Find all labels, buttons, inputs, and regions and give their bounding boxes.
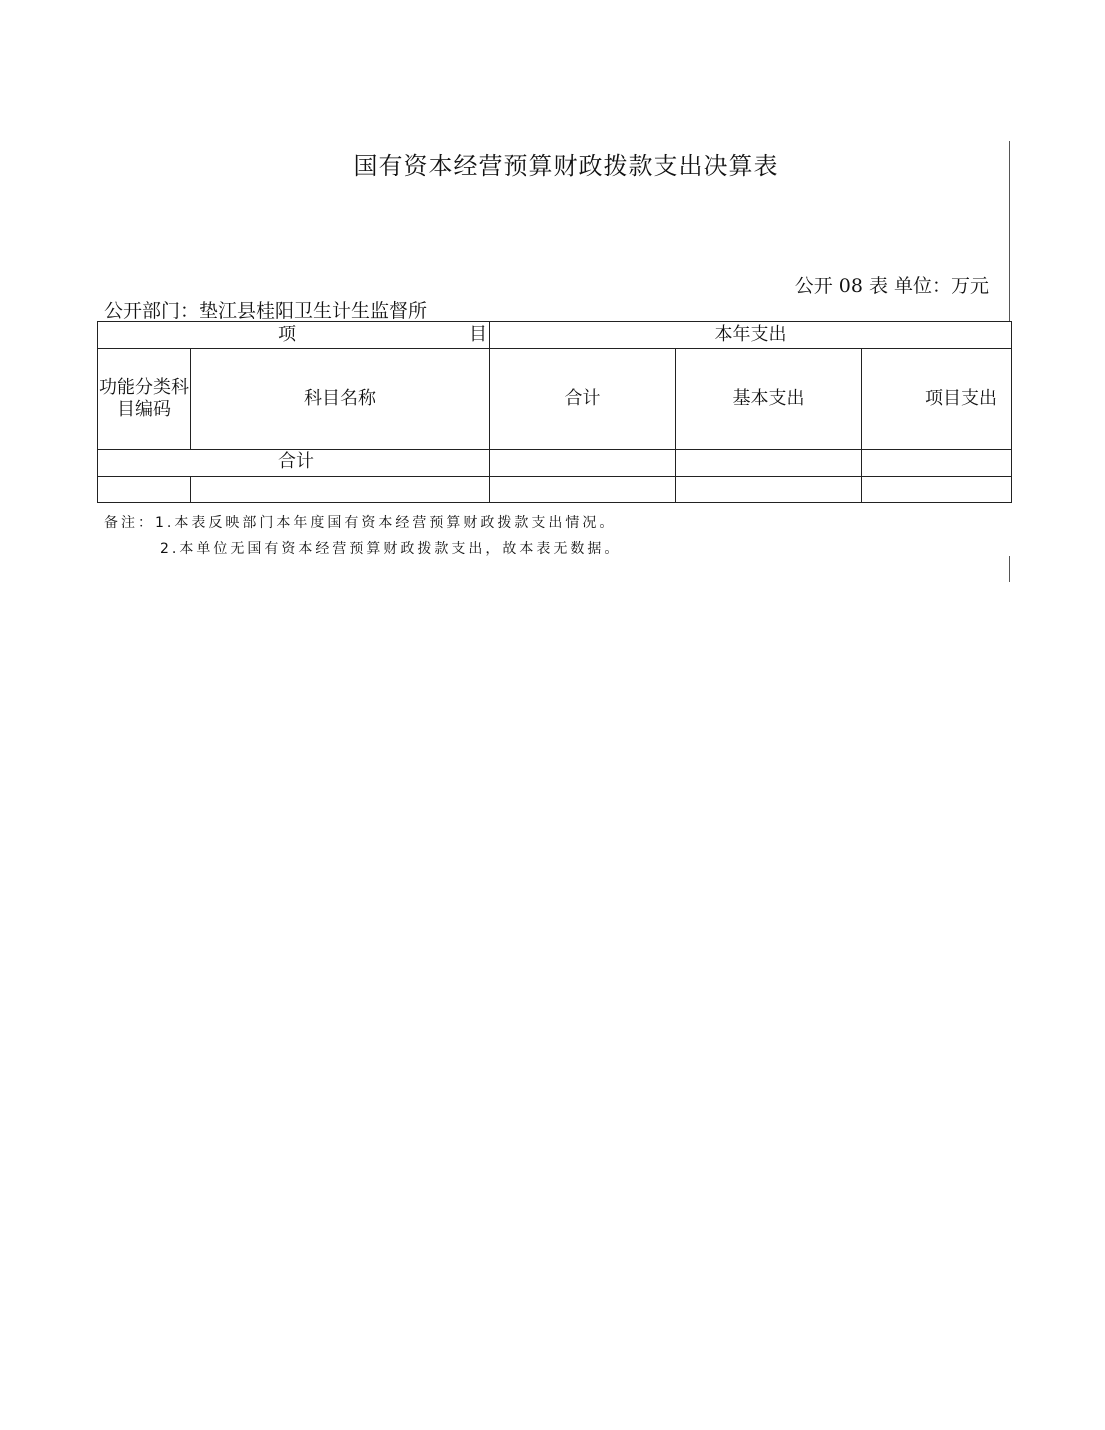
project-expense-header: 项目支出 [862, 349, 1012, 450]
row-project [862, 477, 1012, 503]
name-header: 科目名称 [191, 349, 490, 450]
note-1: 备注：1.本表反映部门本年度国有资本经营预算财政拨款支出情况。 [104, 515, 617, 531]
project-header-right: 目 [469, 324, 487, 345]
total-row-basic [676, 450, 862, 477]
total-row-label-text: 合计 [278, 451, 314, 472]
current-year-header: 本年支出 [490, 322, 1012, 349]
header-row-2 [98, 349, 1012, 450]
total-header: 合计 [490, 349, 676, 450]
page-title: 国有资本经营预算财政拨款支出决算表 [353, 152, 779, 180]
project-header-left: 项 [278, 324, 296, 345]
department-label: 公开部门：垫江县桂阳卫生计生监督所 [104, 300, 428, 322]
row-name [191, 477, 490, 503]
row-code [98, 477, 191, 503]
expenditure-table-container [97, 321, 1011, 503]
page-margin-line-bottom [1009, 556, 1010, 582]
table-row [98, 477, 1012, 503]
project-header [98, 322, 490, 349]
note-2: 2.本单位无国有资本经营预算财政拨款支出，故本表无数据。 [160, 541, 622, 557]
row-total [490, 477, 676, 503]
total-row-label [98, 450, 490, 477]
expenditure-table [97, 321, 1012, 503]
unit-label: 公开 08 表 单位：万元 [794, 275, 989, 297]
row-basic [676, 477, 862, 503]
page-margin-line-top [1009, 141, 1010, 322]
total-row-total [490, 450, 676, 477]
basic-header: 基本支出 [676, 349, 862, 450]
notes [104, 510, 621, 562]
total-row [98, 450, 1012, 477]
header-row-1 [98, 322, 1012, 349]
code-header: 功能分类科目编码 [98, 349, 191, 450]
total-row-project [862, 450, 1012, 477]
